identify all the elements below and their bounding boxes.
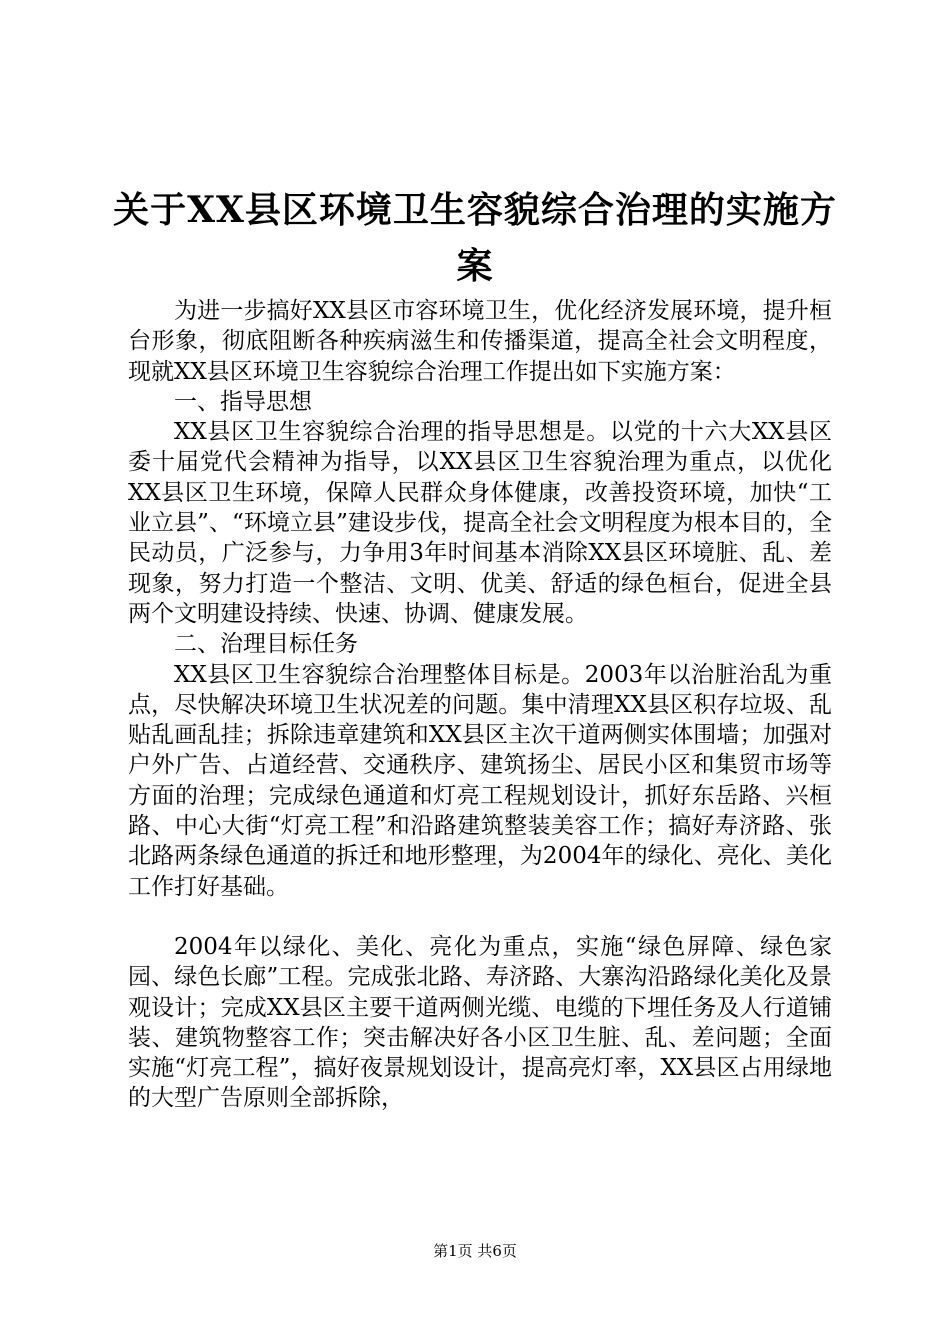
targets-2004-paragraph: 2004年以绿化、美化、亮化为重点，实施“绿色屏障、绿色家园、绿色长廊”工程。完成张北路、寿济路、大寨沟沿路绿化美化及景观设计；完成XX县区主要干道两侧光缆、电缆的下埋任务及人行道铺装、建筑物整容工作；突击解决好各小区卫生脏、乱、差问题；全面实施“灯亮工程”，搞好夜景规划设计，提高亮灯率，XX县区占用绿地的大型广告原则全部拆除， [128, 933, 832, 1112]
document-title: 关于XX县区环境卫生容貌综合治理的实施方案 [113, 189, 837, 287]
intro-paragraph: 为进一步搞好XX县区市容环境卫生，优化经济发展环境，提升桓台形象，彻底阻断各种疾病滋生和传播渠道，提高全社会文明程度，现就XX县区环境卫生容貌综合治理工作提出如下实施方案： [128, 298, 832, 385]
page-number-footer: 第1页 共6页 [433, 1242, 517, 1260]
section-heading-guiding-thought: 一、指导思想 [174, 388, 312, 415]
document-body [128, 296, 832, 1114]
section-heading-targets: 二、治理目标任务 [174, 631, 358, 658]
targets-2003-paragraph: XX县区卫生容貌综合治理整体目标是。2003年以治脏治乱为重点，尽快解决环境卫生状况差的问题。集中清理XX县区积存垃圾、乱贴乱画乱挂；拆除违章建筑和XX县区主次干道两侧实体围墙；加强对户外广告、占道经营、交通秩序、建筑扬尘、居民小区和集贸市场等方面的治理；完成绿色通道和灯亮工程规划设计，抓好东岳路、兴桓路、中心大街“灯亮工程”和沿路建筑整装美容工作；搞好寿济路、张北路两条绿色通道的拆迁和地形整理，为2004年的绿化、亮化、美化工作打好基础。 [128, 661, 832, 900]
guiding-thought-paragraph: XX县区卫生容貌综合治理的指导思想是。以党的十六大XX县区委十届党代会精神为指导，以XX县区卫生容貌治理为重点，以优化XX县区卫生环境，保障人民群众身体健康，改善投资环境，加快“工业立县”、“环境立县”建设步伐，提高全社会文明程度为根本目的，全民动员，广泛参与，力争用3年时间基本消除XX县区环境脏、乱、差现象，努力打造一个整洁、文明、优美、舒适的绿色桓台，促进全县两个文明建设持续、快速、协调、健康发展。 [128, 419, 832, 627]
